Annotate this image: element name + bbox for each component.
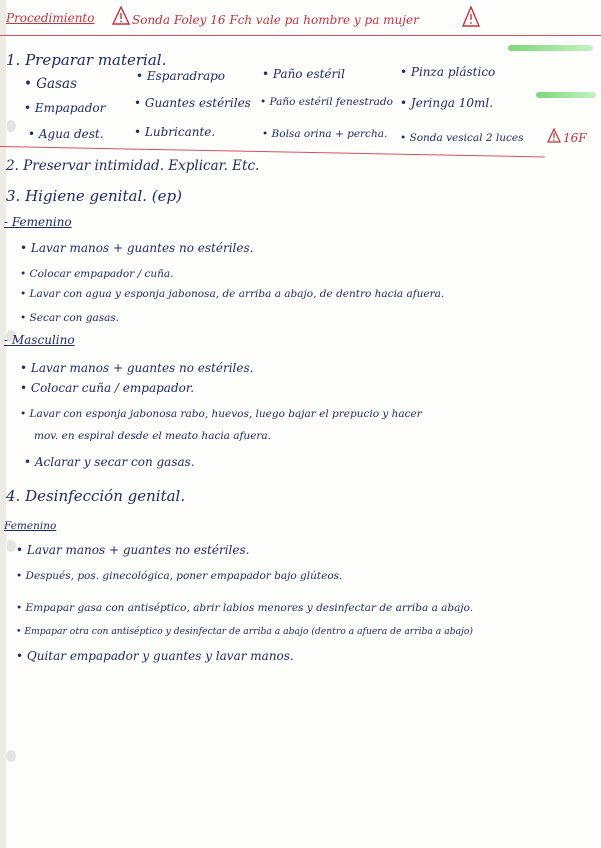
- list-item: • Lavar manos + guantes no estériles.: [16, 543, 250, 557]
- section-1-title: 1. Preparar material.: [6, 51, 167, 69]
- page-title: Procedimiento: [6, 11, 95, 25]
- warning-icon: [547, 128, 561, 144]
- list-item: • Secar con gasas.: [20, 312, 120, 324]
- list-item: • Quitar empapador y guantes y lavar manos.: [16, 649, 294, 663]
- foley-note: Sonda Foley 16 Fch vale pa hombre y pa mujer: [132, 13, 419, 27]
- section-rule: [0, 146, 545, 157]
- header-rule: [0, 35, 601, 36]
- list-item: • Lavar con agua y esponja jabonosa, de arriba a abajo, de dentro hacia afuera.: [20, 288, 445, 300]
- list-item: • Empapar gasa con antiséptico, abrir labios menores y desinfectar de arriba a abajo.: [16, 602, 474, 614]
- subheading-femenino: Femenino: [4, 520, 57, 532]
- material-item: • Gasas: [24, 76, 77, 92]
- list-item: • Empapar otra con antiséptico y desinfectar de arriba a abajo (dentro a afuera de arriba a abajo): [16, 626, 474, 637]
- material-item: • Jeringa 10ml.: [400, 96, 494, 110]
- green-highlight: [508, 45, 593, 51]
- material-item: • Paño estéril: [262, 67, 345, 81]
- material-item: • Pinza plástico: [400, 65, 496, 79]
- foley-size: 16F: [563, 131, 587, 145]
- green-highlight: [536, 92, 596, 98]
- list-item-continued: mov. en espiral desde el meato hacia afuera.: [34, 430, 272, 442]
- section-3-title: 3. Higiene genital. (ep): [6, 187, 182, 205]
- material-item: • Lubricante.: [134, 125, 216, 139]
- binder-hole: [6, 120, 16, 132]
- list-item: • Colocar empapador / cuña.: [20, 268, 174, 280]
- binder-hole: [6, 540, 16, 552]
- list-item: • Lavar con esponja jabonosa rabo, huevos, luego bajar el prepucio y hacer: [20, 408, 422, 420]
- subheading-femenino: - Femenino: [4, 215, 72, 229]
- binder-hole: [6, 750, 16, 762]
- subheading-masculino: - Masculino: [4, 333, 75, 347]
- list-item: • Lavar manos + guantes no estériles.: [20, 361, 254, 375]
- material-item: • Empapador: [24, 101, 106, 115]
- material-item: • Paño estéril fenestrado: [260, 96, 393, 108]
- section-2-text: 2. Preservar intimidad. Explicar. Etc.: [6, 158, 260, 174]
- list-item: • Después, pos. ginecológica, poner empapador bajo glúteos.: [16, 570, 343, 582]
- material-item: • Guantes estériles: [134, 96, 251, 110]
- section-4-title: 4. Desinfección genital.: [6, 487, 186, 505]
- warning-icon: [462, 6, 480, 28]
- material-item: • Esparadrapo: [136, 69, 226, 83]
- warning-icon: [112, 6, 130, 26]
- page-edge: [0, 0, 6, 848]
- list-item: • Lavar manos + guantes no estériles.: [20, 241, 254, 255]
- material-item: • Sonda vesical 2 luces: [400, 132, 524, 144]
- list-item: • Aclarar y secar con gasas.: [24, 455, 195, 469]
- list-item: • Colocar cuña / empapador.: [20, 381, 195, 395]
- material-item: • Agua dest.: [28, 127, 104, 141]
- material-item: • Bolsa orina + percha.: [262, 128, 388, 140]
